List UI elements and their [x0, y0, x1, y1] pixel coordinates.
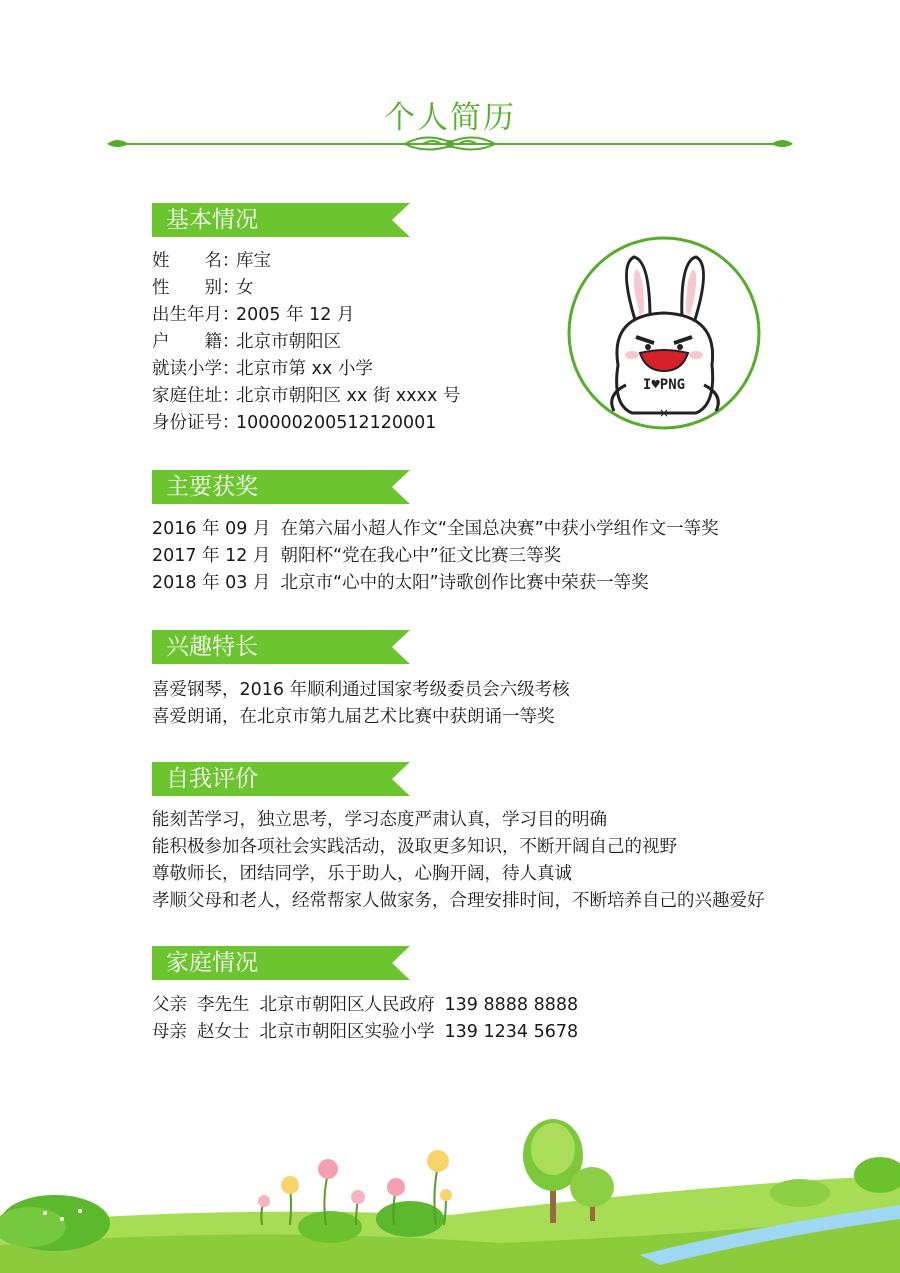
list-item	[152, 570, 719, 597]
info-value: 100000200512120001	[236, 413, 437, 433]
info-label: 家庭住址：	[152, 386, 240, 406]
award-date: 2016 年 09 月	[152, 519, 271, 539]
section-title: 兴趣特长	[166, 634, 258, 660]
family-name: 赵女士	[197, 1022, 250, 1042]
info-row-id	[152, 410, 460, 437]
section-header-self-eval	[152, 762, 410, 796]
section-header-family	[152, 946, 410, 980]
family-phone: 139 8888 8888	[444, 995, 579, 1015]
list-item	[152, 543, 719, 570]
award-text: 在第六届小超人作文“全国总决赛”中获小学组作文一等奖	[280, 519, 719, 539]
landscape-illustration	[0, 1115, 900, 1273]
family-phone: 139 1234 5678	[444, 1022, 579, 1042]
title-divider-ornament	[105, 130, 795, 154]
family-member-row	[152, 992, 578, 1019]
info-value: 北京市朝阳区 xx 街 xxxx 号	[236, 386, 461, 406]
info-label: 户 籍：	[152, 332, 240, 352]
info-value: 北京市朝阳区	[236, 332, 341, 352]
info-label: 就读小学：	[152, 359, 240, 379]
info-row-birth	[152, 302, 460, 329]
info-label: 身份证号：	[152, 413, 240, 433]
list-item: 尊敬师长，团结同学，乐于助人，心胸开阔，待人真诚	[152, 864, 572, 884]
section-header-basic	[152, 203, 410, 237]
info-value: 女	[236, 278, 254, 298]
family-work: 北京市朝阳区实验小学	[259, 1022, 435, 1042]
list-item: 喜爱钢琴，2016 年顺利通过国家考级委员会六级考核	[152, 680, 570, 700]
award-date: 2017 年 12 月	[152, 546, 271, 566]
awards-list	[152, 516, 719, 597]
family-member-row	[152, 1019, 578, 1046]
list-item: 能刻苦学习，独立思考，学习态度严肃认真，学习目的明确	[152, 810, 607, 830]
award-text: 北京市“心中的太阳”诗歌创作比赛中荣获一等奖	[280, 573, 649, 593]
family-relation: 父亲	[152, 995, 187, 1015]
info-label: 姓 名：	[152, 251, 240, 271]
page-title: 个人简历	[384, 100, 516, 136]
section-title: 家庭情况	[166, 950, 258, 976]
section-header-hobbies	[152, 630, 410, 664]
award-date: 2018 年 03 月	[152, 573, 271, 593]
info-value: 库宝	[236, 251, 271, 271]
family-list	[152, 992, 578, 1046]
info-row-school	[152, 356, 460, 383]
svg-text:×: ×	[658, 406, 670, 420]
avatar	[566, 235, 762, 431]
award-text: 朝阳杯“党在我心中”征文比赛三等奖	[280, 546, 562, 566]
list-item	[152, 516, 719, 543]
family-relation: 母亲	[152, 1022, 187, 1042]
family-work: 北京市朝阳区人民政府	[259, 995, 435, 1015]
hobbies-list	[152, 677, 570, 731]
info-row-hukou	[152, 329, 460, 356]
list-item: 孝顺父母和老人，经常帮家人做家务，合理安排时间，不断培养自己的兴趣爱好	[152, 891, 765, 911]
family-name: 李先生	[197, 995, 250, 1015]
basic-info-list	[152, 248, 460, 437]
list-item: 能积极参加各项社会实践活动，汲取更多知识，不断开阔自己的视野	[152, 837, 677, 857]
info-row-gender	[152, 275, 460, 302]
avatar-shirt-text: I♥PNG	[642, 377, 686, 393]
section-header-awards	[152, 470, 410, 504]
section-title: 基本情况	[166, 207, 258, 233]
info-value: 北京市第 xx 小学	[236, 359, 373, 379]
info-row-name	[152, 248, 460, 275]
self-eval-list	[152, 807, 765, 915]
info-label: 性 别：	[152, 278, 240, 298]
section-title: 主要获奖	[166, 474, 258, 500]
info-value: 2005 年 12 月	[236, 305, 355, 325]
section-title: 自我评价	[166, 766, 258, 792]
info-row-address	[152, 383, 460, 410]
info-label: 出生年月：	[152, 305, 240, 325]
list-item: 喜爱朗诵，在北京市第九届艺术比赛中获朗诵一等奖	[152, 707, 555, 727]
